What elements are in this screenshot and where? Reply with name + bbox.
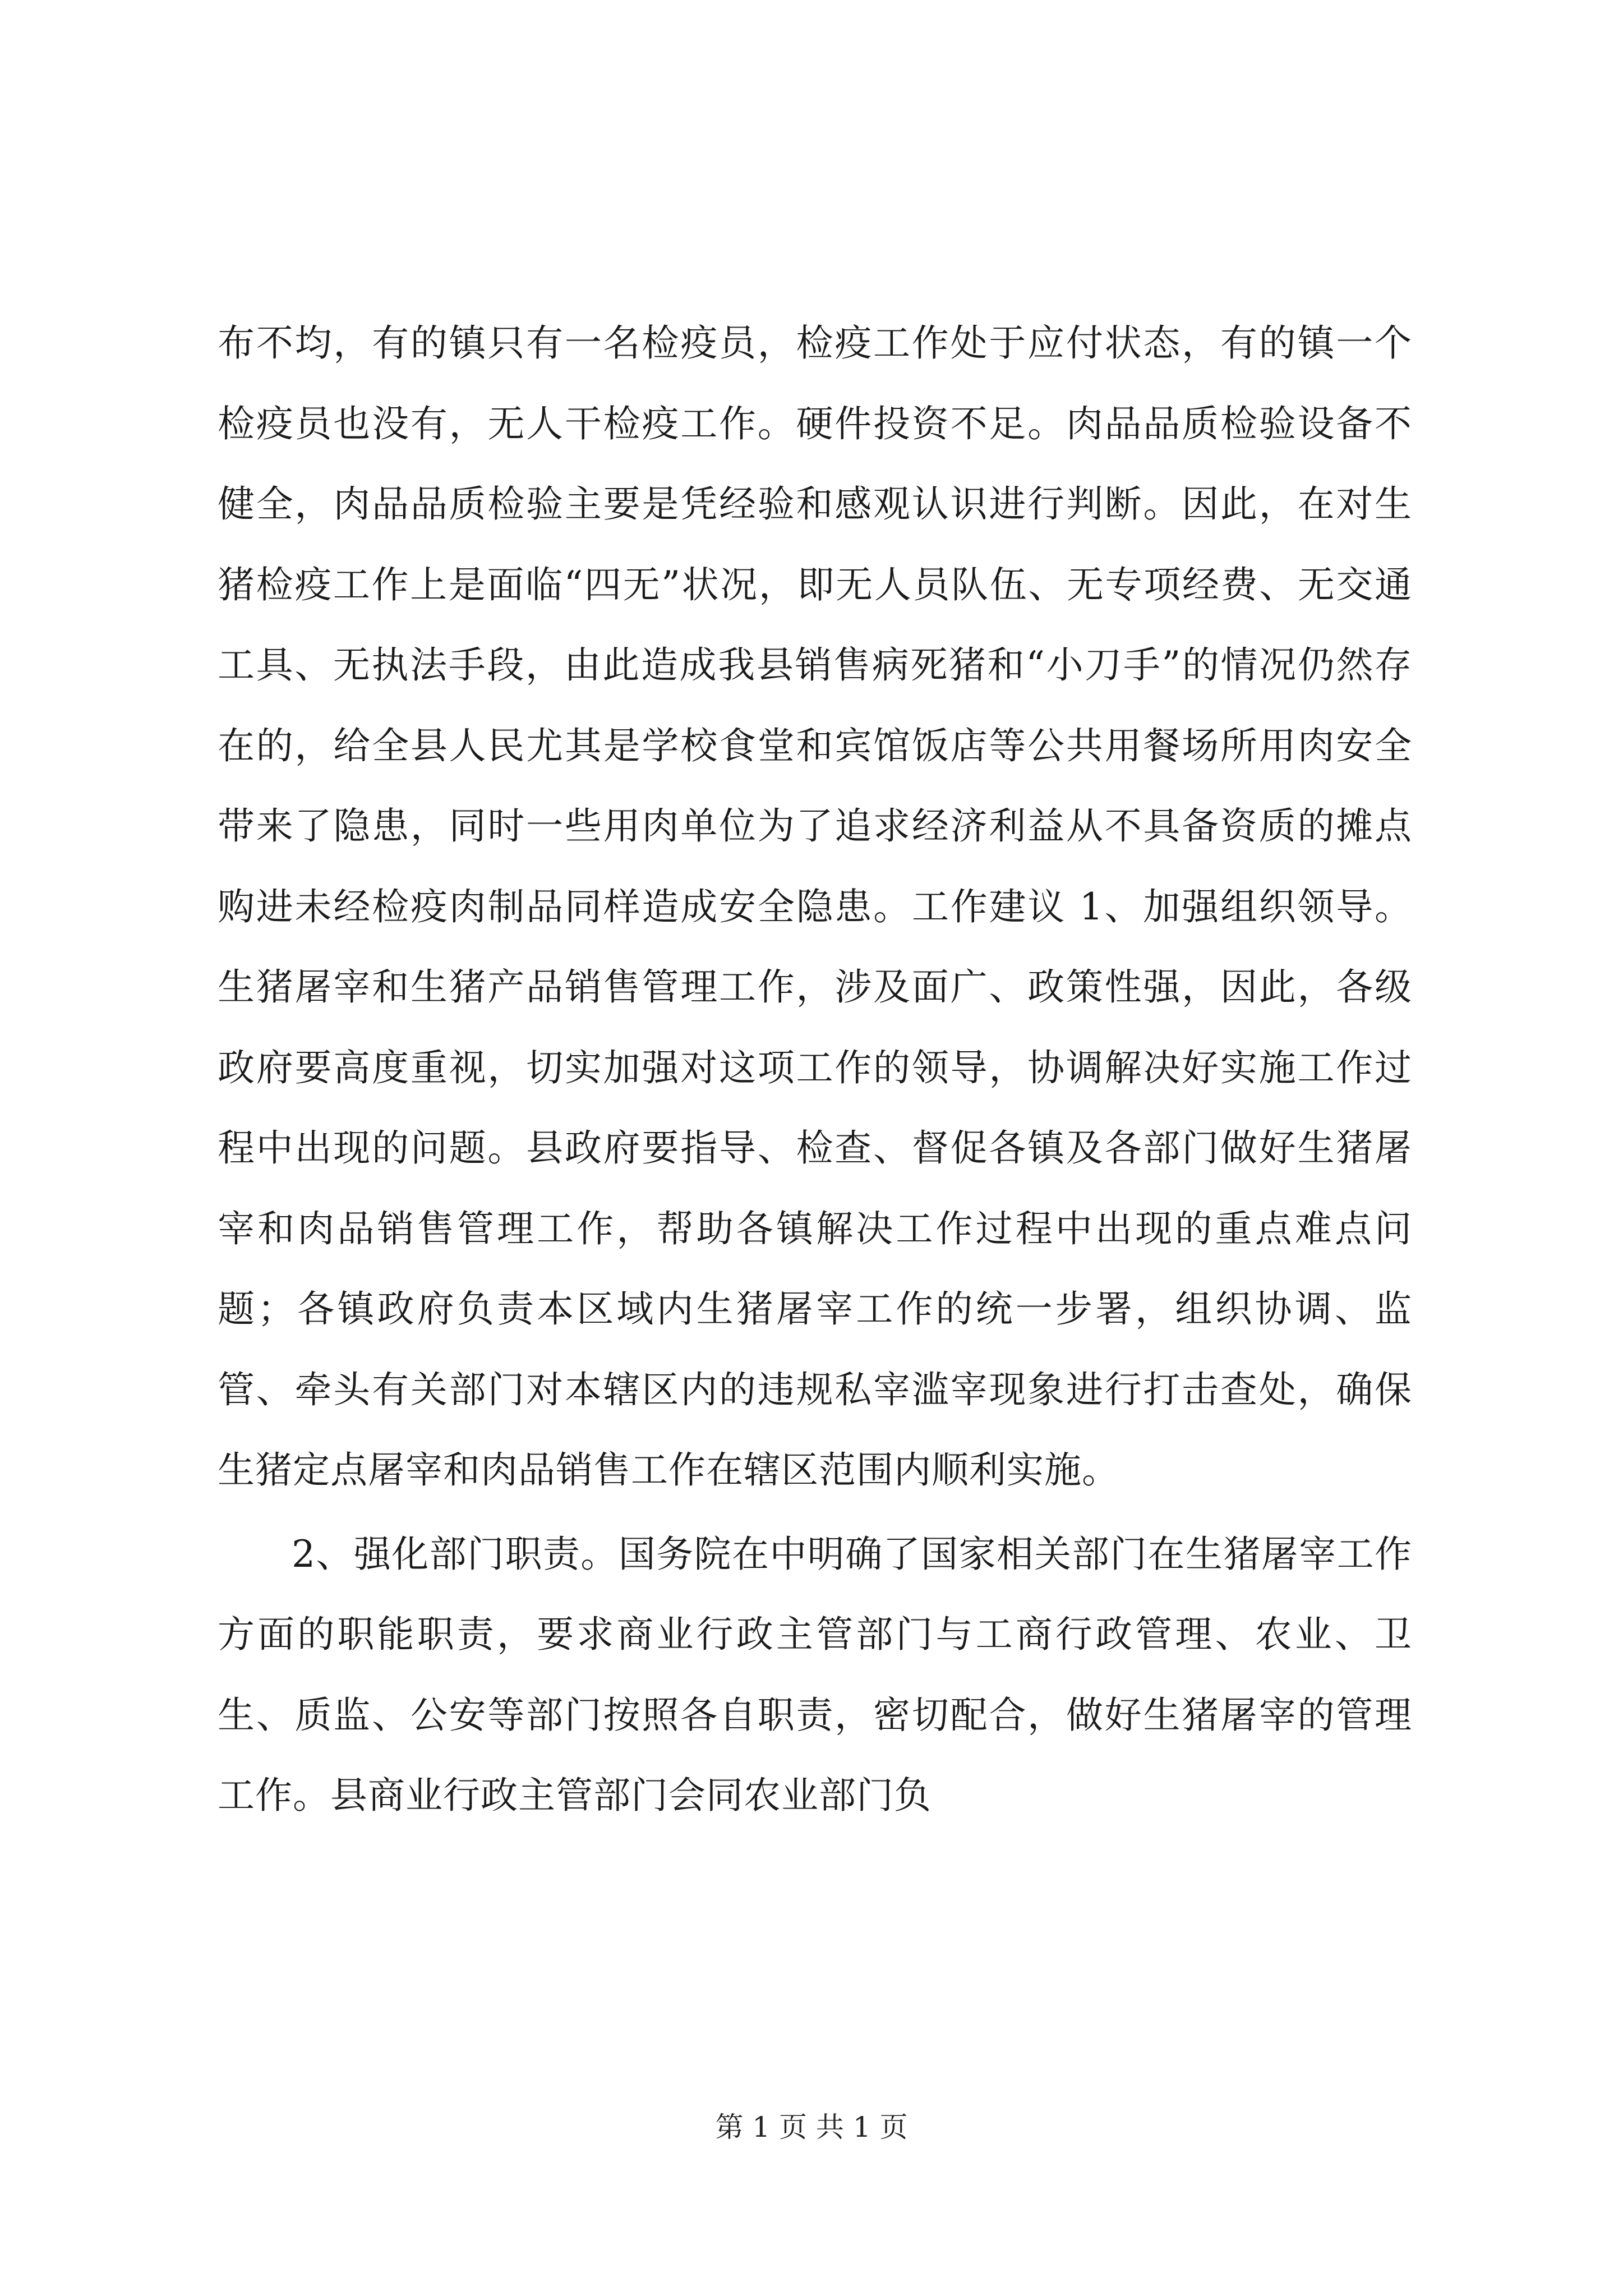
paragraph-2: 2、强化部门职责。国务院在中明确了国家相关部门在生猪屠宰工作方面的职能职责，要求商业行政主管部门与工商行政管理、农业、卫生、质监、公安等部门按照各自职责，密切配合，做好生猪屠宰的管理工作。县商业行政主管部门会同农业部门负 <box>218 1532 1412 1817</box>
page-footer: 第 1 页 共 1 页 <box>715 2111 908 2143</box>
document-body <box>218 303 1412 1836</box>
paragraph-1: 布不均，有的镇只有一名检疫员，检疫工作处于应付状态，有的镇一个检疫员也没有，无人干检疫工作。硬件投资不足。肉品品质检验设备不健全，肉品品质检验主要是凭经验和感观认识进行判断。因此，在对生猪检疫工作上是面临“四无”状况，即无人员队伍、无专项经费、无交通工具、无执法手段，由此造成我县销售病死猪和“小刀手”的情况仍然存在的，给全县人民尤其是学校食堂和宾馆饭店等公共用餐场所用肉安全带来了隐患，同时一些用肉单位为了追求经济利益从不具备资质的摊点购进未经检疫肉制品同样造成安全隐患。工作建议 1、加强组织领导。生猪屠宰和生猪产品销售管理工作，涉及面广、政策性强，因此，各级政府要高度重视，切实加强对这项工作的领导，协调解决好实施工作过程中出现的问题。县政府要指导、检查、督促各镇及各部门做好生猪屠宰和肉品销售管理工作，帮助各镇解决工作过程中出现的重点难点问题；各镇政府负责本区域内生猪屠宰工作的统一步署，组织协调、监管、牵头有关部门对本辖区内的违规私宰滥宰现象进行打击查处，确保生猪定点屠宰和肉品销售工作在辖区范围内顺利实施。 <box>218 321 1412 1492</box>
